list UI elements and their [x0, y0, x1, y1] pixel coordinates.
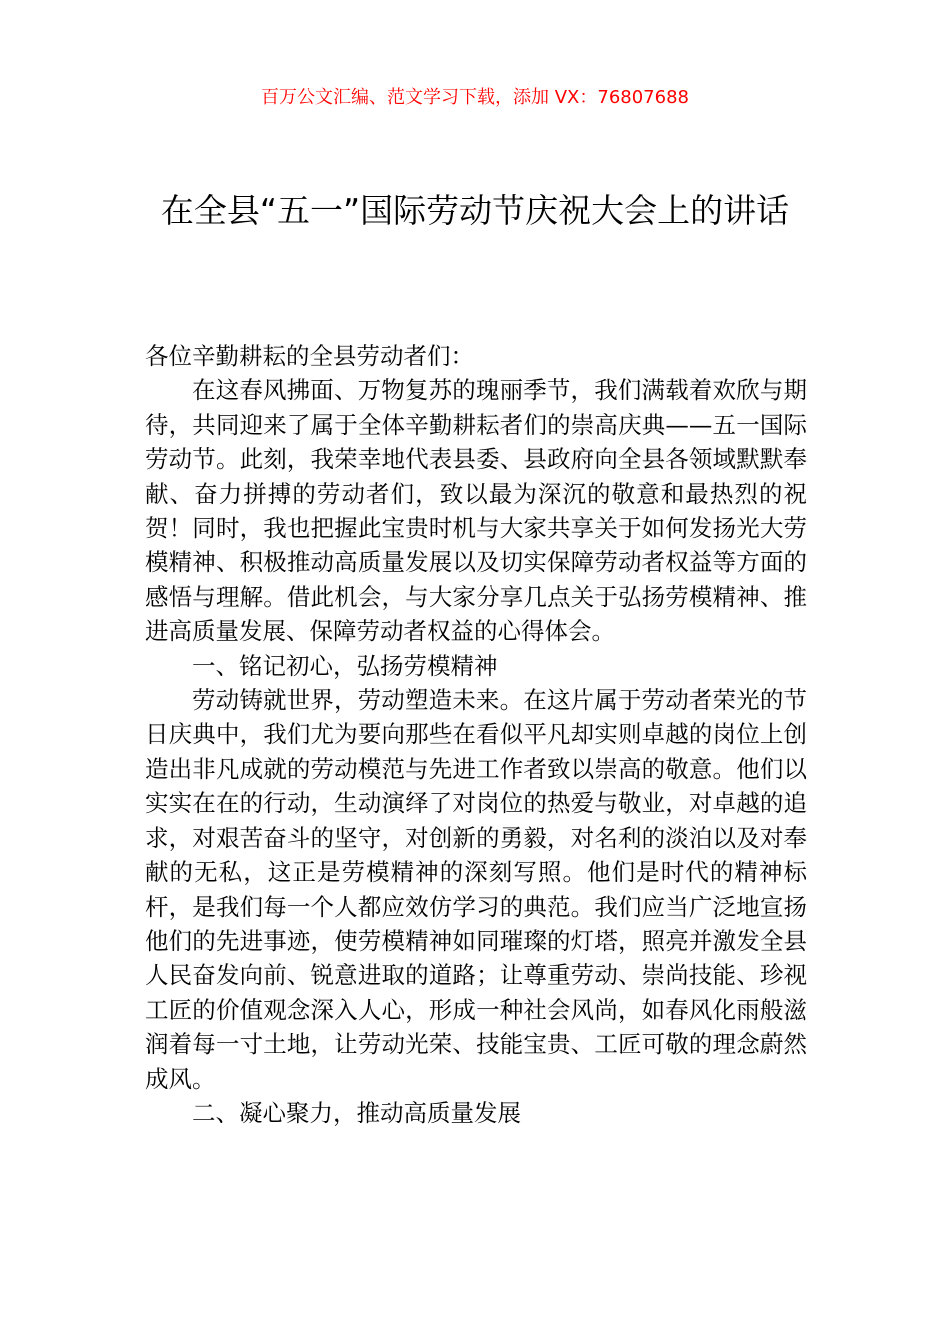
document-body: [145, 339, 807, 1130]
paragraph-opening: 在这春风拂面、万物复苏的瑰丽季节，我们满载着欢欣与期待，共同迎来了属于全体辛勤耕耘者们的崇高庆典——五一国际劳动节。此刻，我荣幸地代表县委、县政府向全县各领域默默奉献、奋力拼搏的劳动者们，致以最为深沉的敬意和最热烈的祝贺！同时，我也把握此宝贵时机与大家共享关于如何发扬光大劳模精神、积极推动高质量发展以及切实保障劳动者权益等方面的感悟与理解。借此机会，与大家分享几点关于弘扬劳模精神、推进高质量发展、保障劳动者权益的心得体会。: [145, 376, 807, 646]
section-heading-2: 二、凝心聚力，推动高质量发展: [192, 1098, 521, 1127]
document-title: 在全县“五一”国际劳动节庆祝大会上的讲话: [160, 191, 790, 230]
paragraph-section-1: 劳动铸就世界，劳动塑造未来。在这片属于劳动者荣光的节日庆典中，我们尤为要向那些在看似平凡却实则卓越的岗位上创造出非凡成就的劳动模范与先进工作者致以崇高的敬意。他们以实实在在的行动，生动演绎了对岗位的热爱与敬业，对卓越的追求，对艰苦奋斗的坚守，对创新的勇毅，对名利的淡泊以及对奉献的无私，这正是劳模精神的深刻写照。他们是时代的精神标杆，是我们每一个人都应效仿学习的典范。我们应当广泛地宣扬他们的先进事迹，使劳模精神如同璀璨的灯塔，照亮并激发全县人民奋发向前、锐意进取的道路；让尊重劳动、崇尚技能、珍视工匠的价值观念深入人心，形成一种社会风尚，如春风化雨般滋润着每一寸土地，让劳动光荣、技能宝贵、工匠可敬的理念蔚然成风。: [145, 686, 807, 1093]
section-heading-1: 一、铭记初心，弘扬劳模精神: [192, 651, 498, 680]
salutation: 各位辛勤耕耘的全县劳动者们：: [145, 342, 474, 370]
watermark-note: 百万公文汇编、范文学习下载，添加 VX：76807688: [261, 87, 689, 108]
